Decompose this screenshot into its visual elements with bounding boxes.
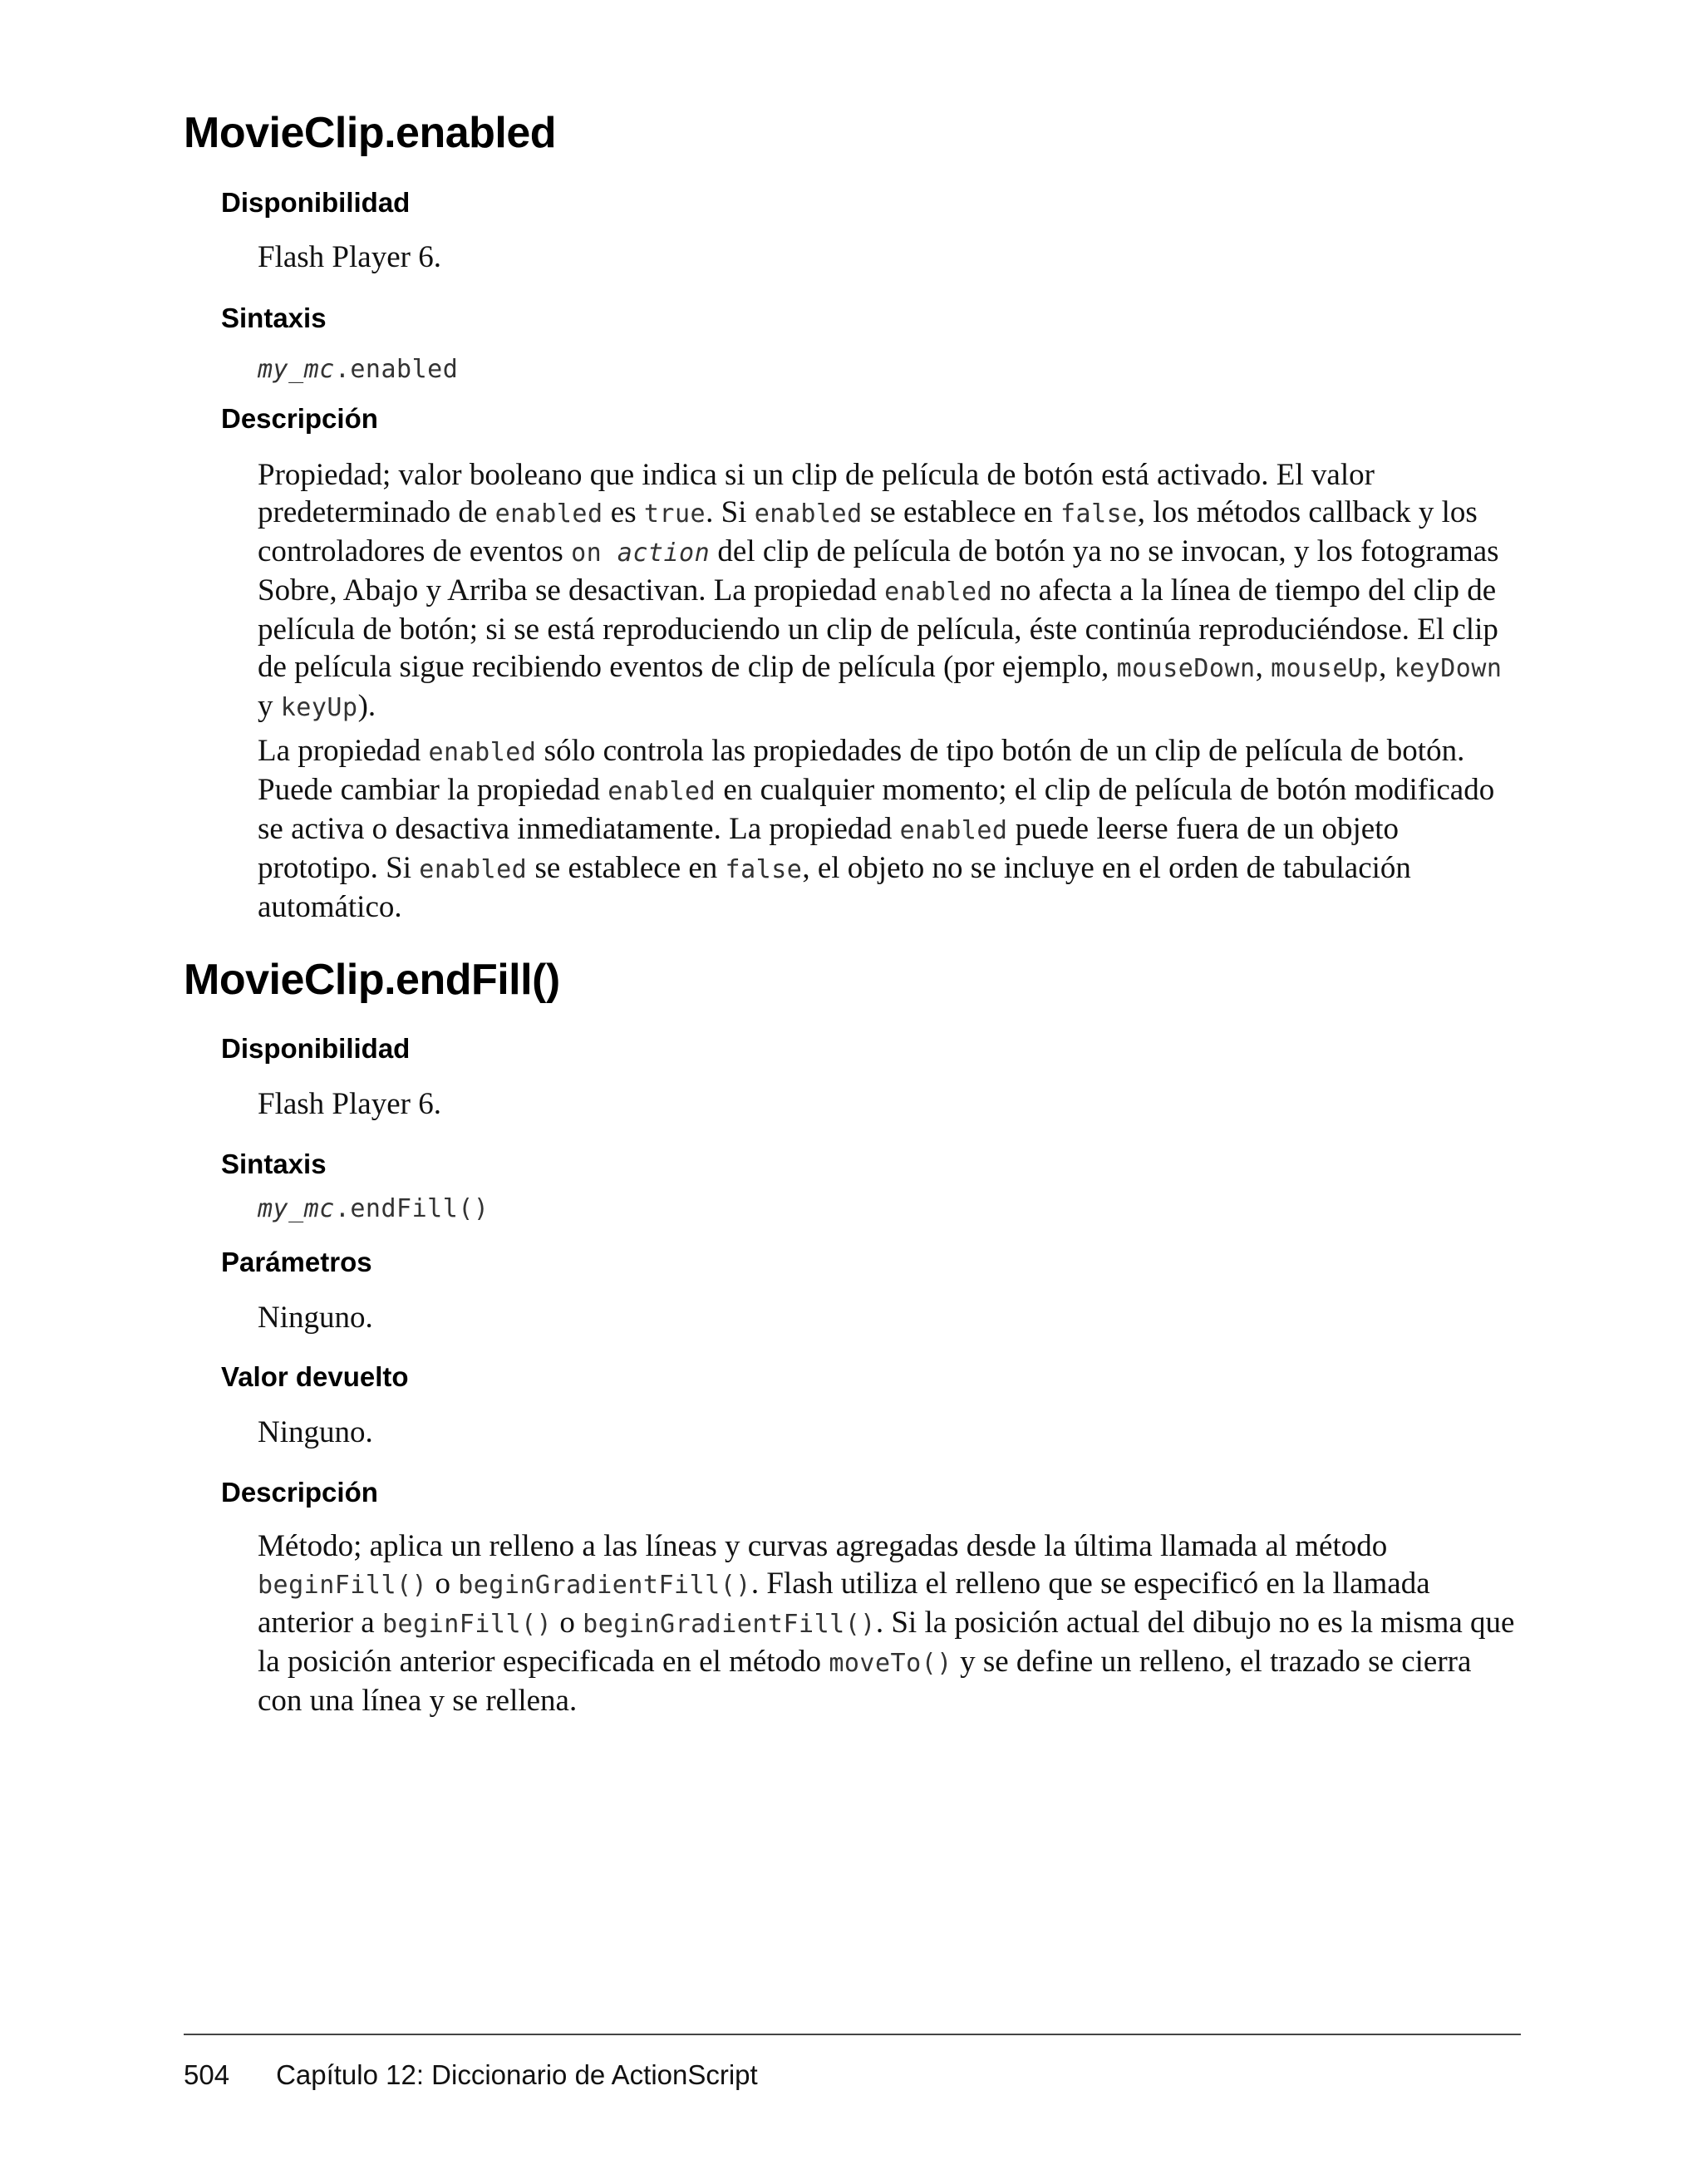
entry-title-endfill: MovieClip.endFill() (184, 956, 560, 1004)
syntax-code (258, 1188, 1521, 1227)
syntax-member: .endFill() (334, 1194, 489, 1223)
entry-title-enabled: MovieClip.enabled (184, 109, 557, 157)
syntax-heading: Sintaxis (221, 303, 327, 333)
chapter-title: Capítulo 12: Diccionario de ActionScript (276, 2059, 758, 2090)
syntax-member: .enabled (334, 355, 459, 384)
description-paragraph-2: La propiedad enabled sólo controla las propiedades de tipo botón de un clip de película de botón. Puede cambiar la propiedad enabled en cualquier momento; el clip de película de botón modificado se activa o desactiva inmediatamente. La propiedad enabled puede leerse fuera de un objeto prototipo. Si enabled se establece en false, el objeto no se incluye en el orden de tabulación automático. (258, 734, 1495, 924)
syntax-code (258, 349, 1521, 388)
description-heading: Descripción (221, 1477, 378, 1508)
page-number: 504 (184, 2059, 230, 2090)
description-paragraph-1: Propiedad; valor booleano que indica si un clip de película de botón está activado. El valor predeterminado de enabled es true. Si enabled se establece en false, los métodos callback y los controladores de eventos on action del clip de película de botón ya no se invocan, y los fotogramas Sobre, Abajo y Arriba se desactivan. La propiedad enabled no afecta a la línea de tiempo del clip de película de botón; si se está reproduciendo un clip de película, éste continúa reproduciéndose. El clip de película sigue recibiendo eventos de clip de película (por ejemplo, mouseDown, mouseUp, keyDown y keyUp). (258, 458, 1503, 723)
availability-text: Flash Player 6. (258, 240, 441, 274)
description-paragraph: Método; aplica un relleno a las líneas y curvas agregadas desde la última llamada al método beginFill() o beginGradientFill(). Flash utiliza el relleno que se especificó en la llamada anterior a beginFill() o beginGradientFill(). Si la posición actual del dibujo no es la misma que la posición anterior especificada en el método moveTo() y se define un relleno, el trazado se cierra con una línea y se rellena. (258, 1529, 1515, 1718)
description-heading: Descripción (221, 403, 378, 434)
return-value-text: Ninguno. (258, 1415, 373, 1449)
syntax-heading: Sintaxis (221, 1149, 327, 1179)
availability-text: Flash Player 6. (258, 1087, 441, 1121)
return-value-heading: Valor devuelto (221, 1361, 409, 1392)
page-footer (184, 2059, 758, 2092)
syntax-object: my_mc (258, 355, 335, 384)
availability-heading: Disponibilidad (221, 187, 411, 218)
syntax-object: my_mc (258, 1194, 335, 1223)
availability-heading: Disponibilidad (221, 1033, 411, 1064)
footer-divider (184, 2034, 1521, 2035)
parameters-heading: Parámetros (221, 1247, 372, 1277)
parameters-text: Ninguno. (258, 1301, 373, 1335)
